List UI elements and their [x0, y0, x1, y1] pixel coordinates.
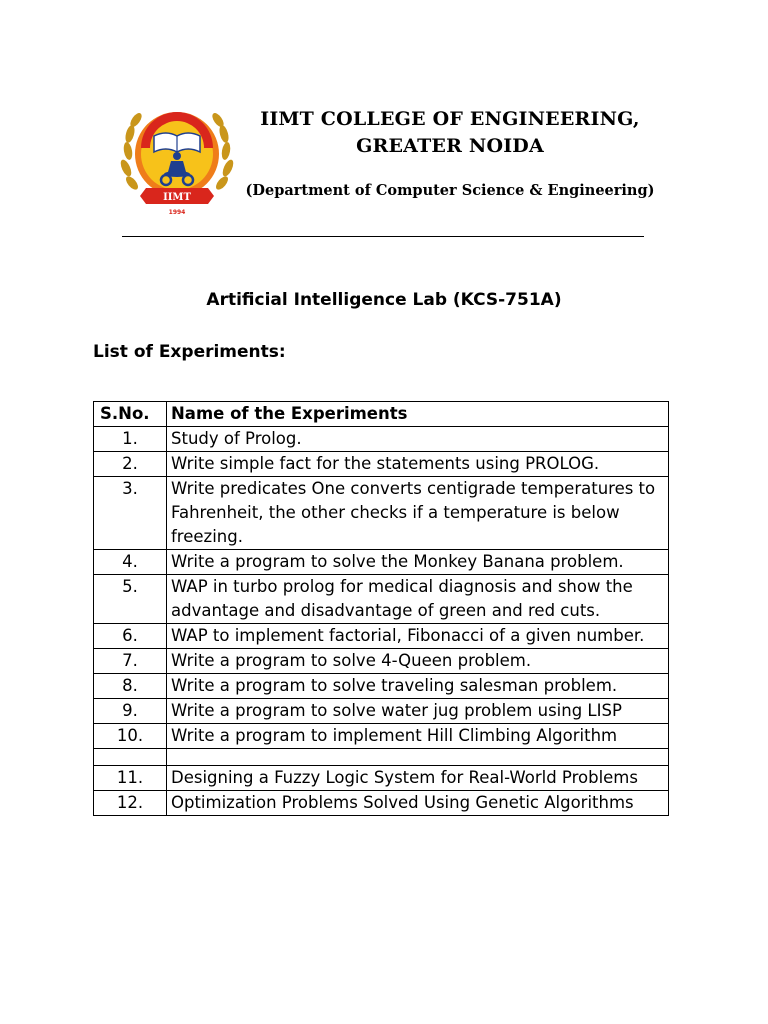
table-header-row [94, 402, 669, 427]
row-sno: 10. [94, 724, 167, 749]
row-sno [94, 749, 167, 766]
table-row [94, 624, 669, 649]
row-sno: 8. [94, 674, 167, 699]
row-sno: 2. [94, 452, 167, 477]
row-sno: 3. [94, 477, 167, 550]
row-sno: 9. [94, 699, 167, 724]
college-name-line1: IIMT COLLEGE OF ENGINEERING, [260, 108, 640, 130]
row-name: Write predicates One converts centigrade temperatures to Fahrenheit, the other checks if a temperature is below freezing. [167, 477, 669, 550]
row-name: WAP in turbo prolog for medical diagnosis and show the advantage and disadvantage of green and red cuts. [167, 575, 669, 624]
row-sno: 6. [94, 624, 167, 649]
table-row [94, 791, 669, 816]
row-sno: 12. [94, 791, 167, 816]
row-name: WAP to implement factorial, Fibonacci of a given number. [167, 624, 669, 649]
row-sno: 5. [94, 575, 167, 624]
list-heading: List of Experiments: [93, 342, 286, 362]
experiments-table [93, 401, 669, 816]
logo-year: 1994 [168, 209, 186, 216]
row-sno: 4. [94, 550, 167, 575]
row-name: Optimization Problems Solved Using Genetic Algorithms [167, 791, 669, 816]
table-row [94, 477, 669, 550]
row-sno: 7. [94, 649, 167, 674]
row-name: Write a program to solve the Monkey Banana problem. [167, 550, 669, 575]
logo-text: IIMT [163, 192, 191, 203]
row-name: Write simple fact for the statements using PROLOG. [167, 452, 669, 477]
column-header-name: Name of the Experiments [167, 402, 669, 427]
row-sno: 11. [94, 766, 167, 791]
row-name: Write a program to implement Hill Climbing Algorithm [167, 724, 669, 749]
row-name: Study of Prolog. [167, 427, 669, 452]
table-row [94, 724, 669, 749]
college-name-line2: GREATER NOIDA [356, 135, 544, 157]
table-row [94, 699, 669, 724]
table-row [94, 575, 669, 624]
table-row [94, 427, 669, 452]
iimt-logo [114, 96, 240, 216]
table-row [94, 674, 669, 699]
row-name: Designing a Fuzzy Logic System for Real-World Problems [167, 766, 669, 791]
table-row [94, 550, 669, 575]
lab-title: Artificial Intelligence Lab (KCS-751A) [206, 290, 562, 310]
table-row [94, 766, 669, 791]
row-name: Write a program to solve traveling salesman problem. [167, 674, 669, 699]
row-name [167, 749, 669, 766]
row-name: Write a program to solve water jug problem using LISP [167, 699, 669, 724]
header-divider [122, 236, 644, 237]
column-header-sno: S.No. [94, 402, 167, 427]
table-row [94, 452, 669, 477]
table-row-empty [94, 749, 669, 766]
row-name: Write a program to solve 4-Queen problem. [167, 649, 669, 674]
row-sno: 1. [94, 427, 167, 452]
department-name: (Department of Computer Science & Engineering) [245, 182, 655, 199]
table-row [94, 649, 669, 674]
